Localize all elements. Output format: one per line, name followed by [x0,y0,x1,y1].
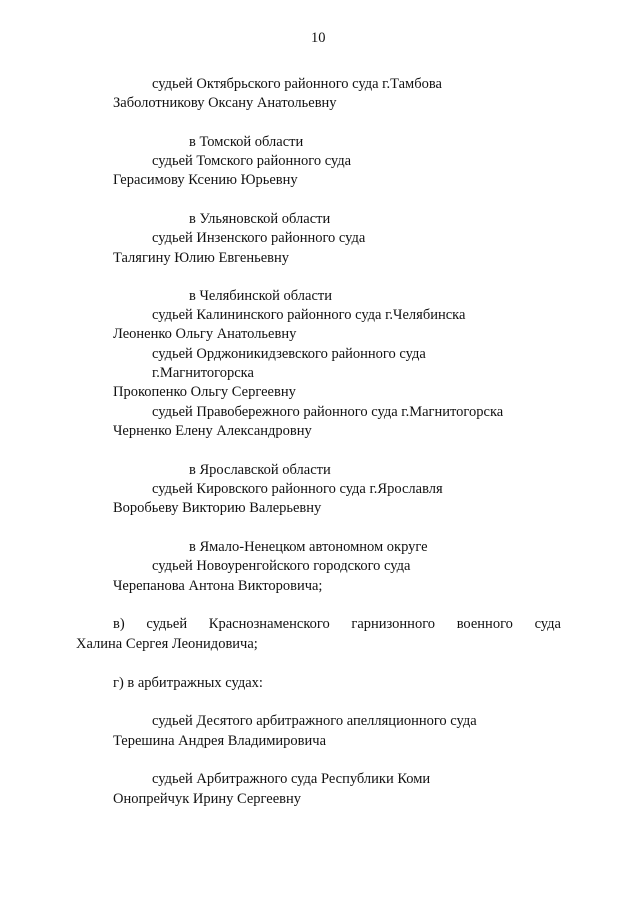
appointment-line: судьей Орджоникидзевского районного суда [152,346,426,362]
appointee-name: Заболотникову Оксану Анатольевну [113,95,337,111]
list-marker: в) [113,616,125,632]
appointment-line: судьей Кировского районного суда г.Ярославля [152,481,443,497]
word: суда [534,616,561,632]
region-heading: в Ярославской области [189,462,331,478]
appointee-name: Онопрейчук Ирину Сергеевну [113,791,302,807]
appointment-line: судьей Томского районного суда [152,153,352,169]
appointee-name: Терешина Андрея Владимировича [113,733,327,749]
page-number: 10 [311,30,326,46]
appointee-name: Прокопенко Ольгу Сергеевну [113,384,296,400]
appointee-name: Герасимову Ксению Юрьевну [113,172,298,188]
appointee-name: Черепанова Антона Викторовича; [113,578,323,594]
appointee-name: Леоненко Ольгу Анатольевну [113,326,297,342]
appointment-line: судьей Новоуренгойского городского суда [152,558,411,574]
appointment-line: судьей Октябрьского районного суда г.Тамбова [152,76,442,92]
region-heading: в Ульяновской области [189,211,331,227]
appointment-line: судьей Инзенского районного суда [152,230,366,246]
appointee-name: Талягину Юлию Евгеньевну [113,250,290,266]
military-court-line [113,616,561,633]
appointment-line: судьей Калининского районного суда г.Челябинска [152,307,466,323]
appointment-line: г.Магнитогорска [152,365,254,381]
appointment-line: судьей Арбитражного суда Республики Коми [152,771,431,787]
appointee-name: Воробьеву Викторию Валерьевну [113,500,322,516]
word: гарнизонного [351,616,436,632]
word: Краснознаменского [208,616,330,632]
word: судьей [146,616,188,632]
appointee-name: Халина Сергея Леонидовича; [76,636,258,652]
region-heading: в Челябинской области [189,288,332,304]
region-heading: в Ямало-Ненецком автономном округе [189,539,428,555]
appointee-name: Черненко Елену Александровну [113,423,312,439]
word: военного [456,616,513,632]
section-heading: г) в арбитражных судах: [113,675,263,691]
appointment-line: судьей Десятого арбитражного апелляционного суда [152,713,477,729]
appointment-line: судьей Правобережного районного суда г.Магнитогорска [152,404,504,420]
region-heading: в Томской области [189,134,304,150]
